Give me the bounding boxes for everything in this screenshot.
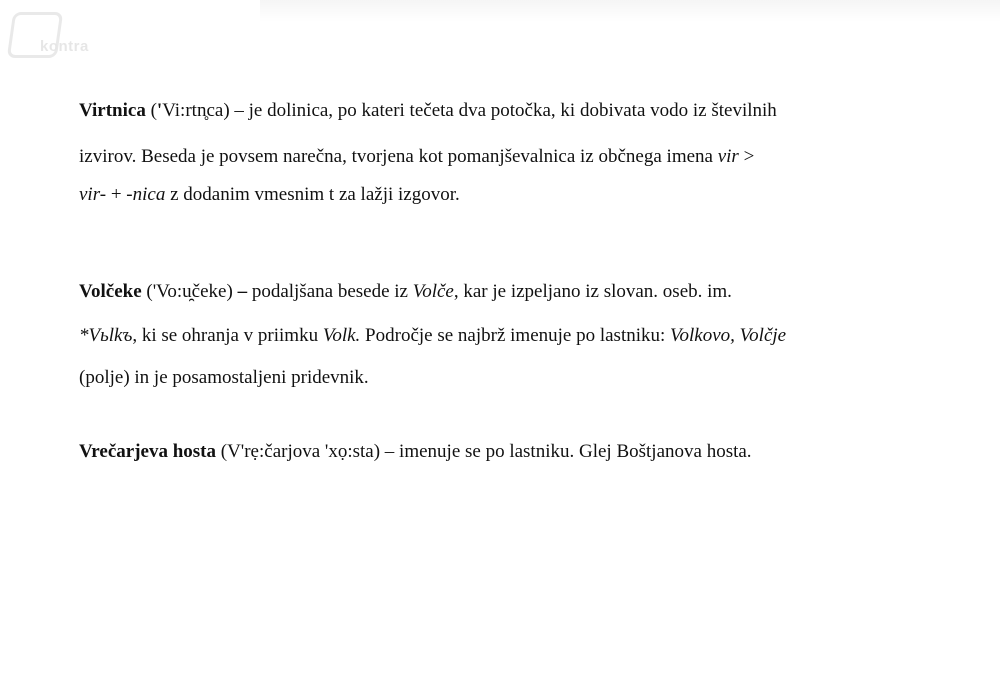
entry-line: Vrečarjeva hosta (V'rẹ:čarjova 'xọ:sta) – imenuje se po lastniku. Glej Boštjanova hosta.	[79, 441, 752, 462]
watermark-text: kontra	[40, 38, 89, 55]
headword: Volčeke	[79, 281, 142, 302]
entry-line: Virtnica ('Vi:rtn̥ca) – je dolinica, po kateri tečeta dva potočka, ki dobivata vodo iz številnih	[79, 100, 777, 121]
entry-line: izvirov. Beseda je povsem narečna, tvorjena kot pomanjševalnica iz občnega imena vir >	[79, 146, 755, 167]
entry-line: (polje) in je posamostaljeni pridevnik.	[79, 367, 369, 388]
entry-line: vir- + -nica z dodanim vmesnim t za lažji izgovor.	[79, 184, 460, 205]
headword: Vrečarjeva hosta	[79, 441, 216, 462]
entry-line: Volčeke ('Vo:u̯čeke) – podaljšana besede iz Volče, kar je izpeljano iz slovan. oseb. im.	[79, 281, 732, 302]
headword: Virtnica	[79, 100, 146, 121]
entry-line: *Vьlkъ, ki se ohranja v priimku Volk. Področje se najbrž imenuje po lastniku: Volkovo, Volčje	[79, 325, 787, 346]
top-haze	[260, 0, 1000, 22]
watermark-logo	[10, 12, 120, 62]
